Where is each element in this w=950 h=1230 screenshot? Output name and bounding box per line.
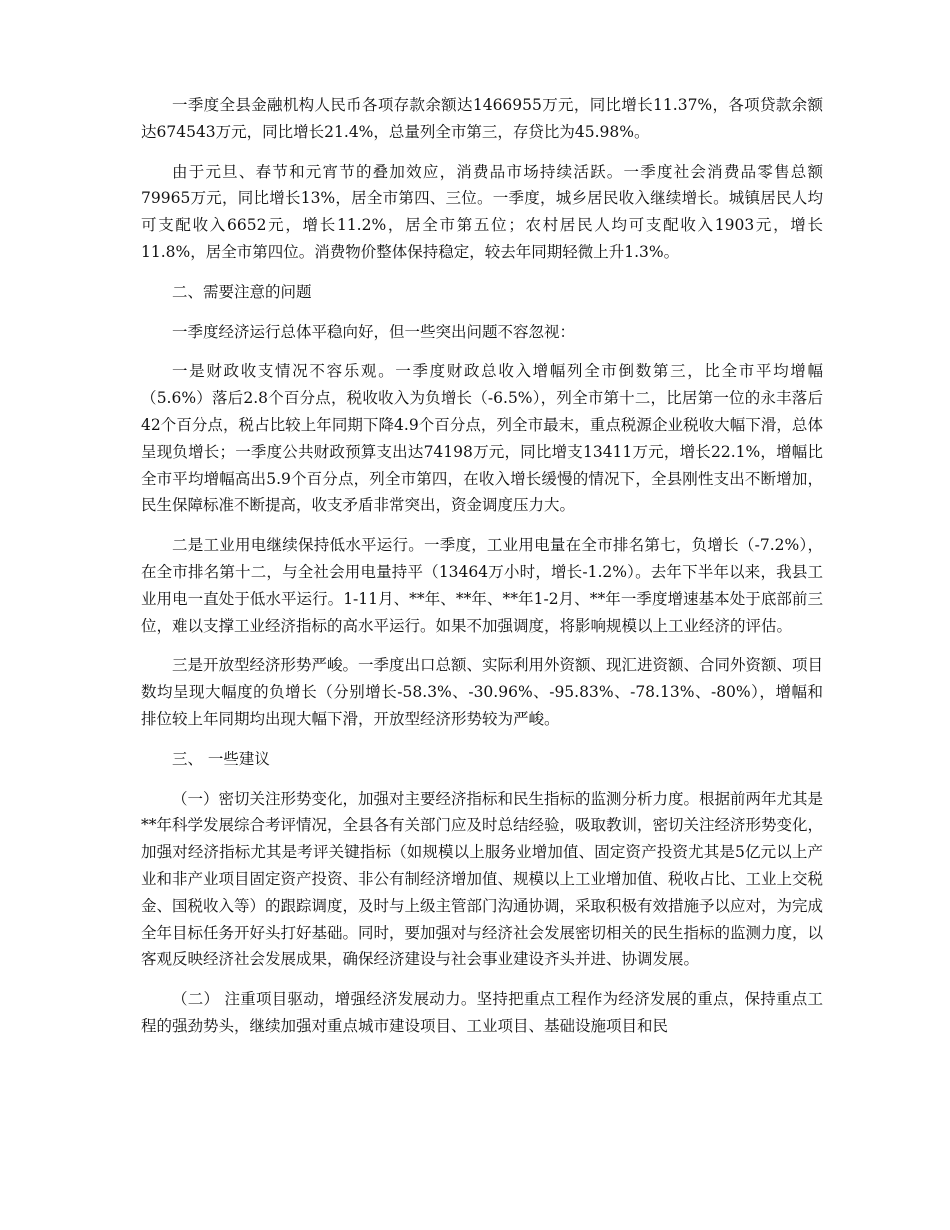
paragraph-industrial-power-issue: 二是工业用电继续保持低水平运行。一季度，工业用电量在全市排名第七，负增长（-7.2%），在全市排名第十二，与全社会用电量持平（13464万小时，增长-1.2%）。去年下半年以来，我县工业用电一直处于低水平运行。1-11月、**年、**年、**年1-2月、**年一季度增速基本处于底部前三位，难以支撑工业经济指标的高水平运行。如果不加强调度，将影响规模以上工业经济的评估。 <box>141 536 823 635</box>
paragraph-fiscal-issue: 一是财政收支情况不容乐观。一季度财政总收入增幅列全市倒数第三，比全市平均增幅（5.6%）落后2.8个百分点，税收收入为负增长（-6.5%），列全市第十二，比居第一位的永丰落后42个百分点，税占比较上年同期下降4.9个百分点，列全市最末，重点税源企业税收大幅下滑，总体呈现负增长；一季度公共财政预算支出达74198万元，同比增支13411万元，增长22.1%，增幅比全市平均增幅高出5.9个百分点，列全市第四，在收入增长缓慢的情况下，全县刚性支出不断增加，民生保障标准不断提高，收支矛盾非常突出，资金调度压力大。 <box>141 362 823 515</box>
document-page <box>141 92 823 1040</box>
paragraph-suggestion-projects: （二） 注重项目驱动，增强经济发展动力。坚持把重点工程作为经济发展的重点，保持重点工程的强劲势头，继续加强对重点城市建设项目、工业项目、基础设施项目和民 <box>141 990 823 1035</box>
section-heading-issues: 二、需要注意的问题 <box>172 282 312 301</box>
section-heading-suggestions: 三、 一些建议 <box>172 749 270 768</box>
paragraph-consumption-income: 由于元旦、春节和元宵节的叠加效应，消费品市场持续活跃。一季度社会消费品零售总额79965万元，同比增长13%，居全市第四、三位。一季度，城乡居民收入继续增长。城镇居民人均可支配收入6652元，增长11.2%，居全市第五位；农村居民人均可支配收入1903元，增长11.8%，居全市第四位。消费物价整体保持稳定，较去年同期轻微上升1.3%。 <box>141 162 823 261</box>
paragraph-open-economy-issue: 三是开放型经济形势严峻。一季度出口总额、实际利用外资额、现汇进资额、合同外资额、项目数均呈现大幅度的负增长（分别增长-58.3%、-30.96%、-95.83%、-78.13%、-80%），增幅和排位较上年同期均出现大幅下滑，开放型经济形势较为严峻。 <box>141 656 824 728</box>
paragraph-finance-deposits: 一季度全县金融机构人民币各项存款余额达1466955万元，同比增长11.37%，各项贷款余额达674543万元，同比增长21.4%，总量列全市第三，存贷比为45.98%。 <box>141 96 823 141</box>
paragraph-suggestion-monitoring: （一）密切关注形势变化，加强对主要经济指标和民生指标的监测分析力度。根据前两年尤其是**年科学发展综合考评情况，全县各有关部门应及时总结经验，吸取教训，密切关注经济形势变化，加强对经济指标尤其是考评关键指标（如规模以上服务业增加值、固定资产投资尤其是5亿元以上产业和非产业项目固定资产投资、非公有制经济增加值、规模以上工业增加值、税收占比、工业上交税金、国税收入等）的跟踪调度，及时与上级主管部门沟通协调，采取积极有效措施予以应对，为完成全年目标任务开好头打好基础。同时，要加强对与经济社会发展密切相关的民生指标的监测力度，以客观反映经济社会发展成果，确保经济建设与社会事业建设齐头并进、协调发展。 <box>141 789 824 969</box>
paragraph-issues-intro: 一季度经济运行总体平稳向好，但一些突出问题不容忽视： <box>172 322 576 341</box>
